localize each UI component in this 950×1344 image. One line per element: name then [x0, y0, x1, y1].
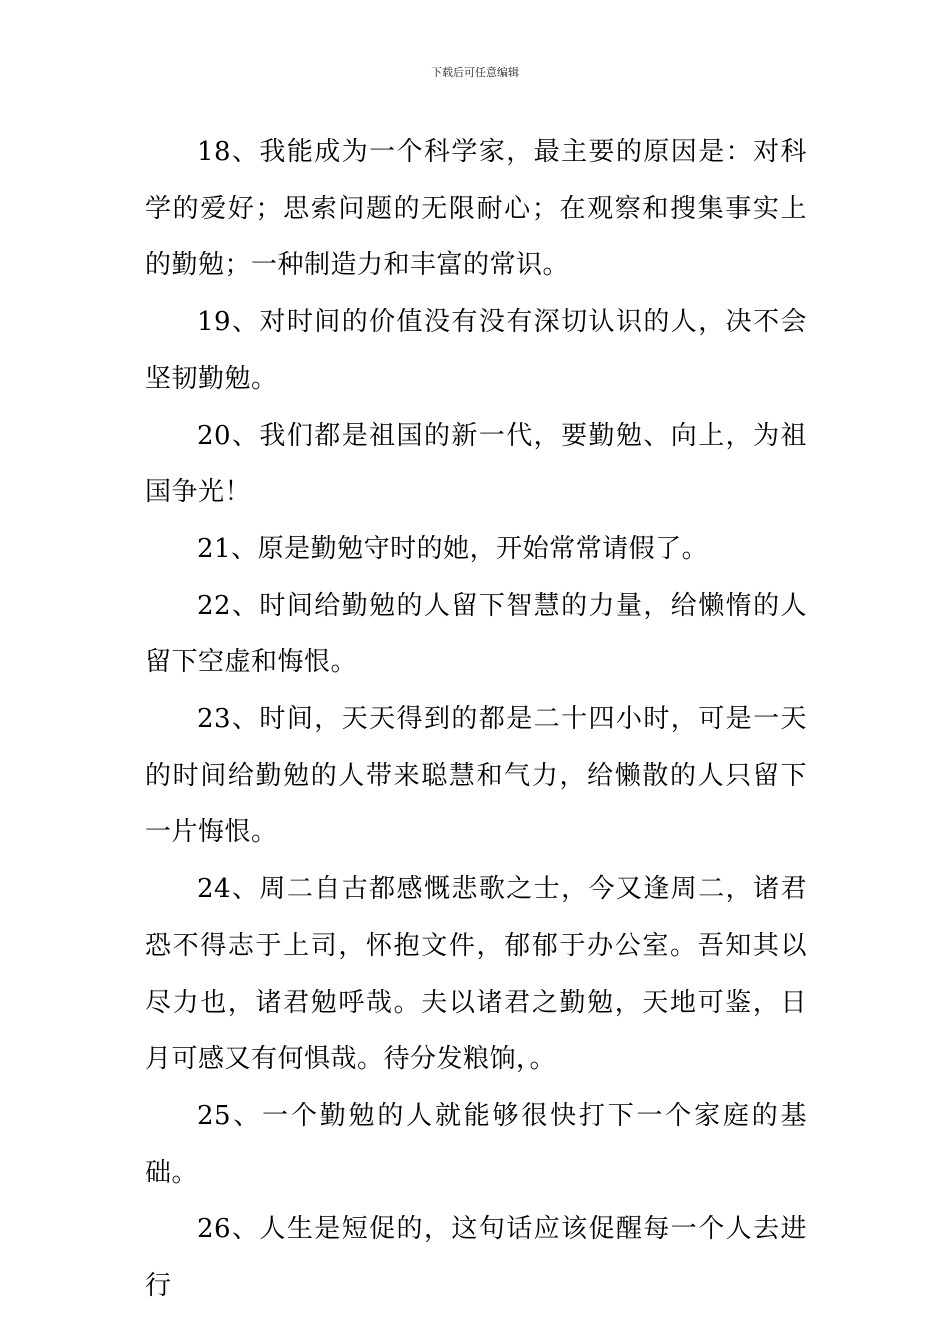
paragraph-26: 26、人生是短促的，这句话应该促醒每一个人去进行 — [145, 1214, 807, 1302]
paragraph-18: 18、我能成为一个科学家，最主要的原因是：对科学的爱好；思索问题的无限耐心；在观察和搜集事实上的勤勉；一种制造力和丰富的常识。 — [145, 137, 807, 281]
paragraph-24: 24、周二自古都感慨悲歌之士，今又逢周二，诸君恐不得志于上司，怀抱文件，郁郁于办公室。吾知其以尽力也，诸君勉呼哉。夫以诸君之勤勉，天地可鉴，日月可感又有何惧哉。待分发粮饷，。 — [145, 874, 807, 1075]
paragraph-23: 23、时间，天天得到的都是二十四小时，可是一天的时间给勤勉的人带来聪慧和气力，给懒散的人只留下一片悔恨。 — [145, 704, 807, 848]
paragraph-25: 25、一个勤勉的人就能够很快打下一个家庭的基础。 — [145, 1100, 807, 1188]
paragraph-22: 22、时间给勤勉的人留下智慧的力量，给懒惰的人留下空虚和悔恨。 — [145, 590, 807, 678]
paragraph-20: 20、我们都是祖国的新一代，要勤勉、向上，为祖国争光！ — [145, 420, 807, 508]
paragraph-19: 19、对时间的价值没有没有深切认识的人，决不会坚韧勤勉。 — [145, 307, 807, 394]
document-body — [145, 124, 807, 1315]
page-header: 下载后可任意编辑 — [431, 66, 519, 79]
paragraph-21: 21、原是勤勉守时的她，开始常常请假了。 — [197, 533, 709, 564]
